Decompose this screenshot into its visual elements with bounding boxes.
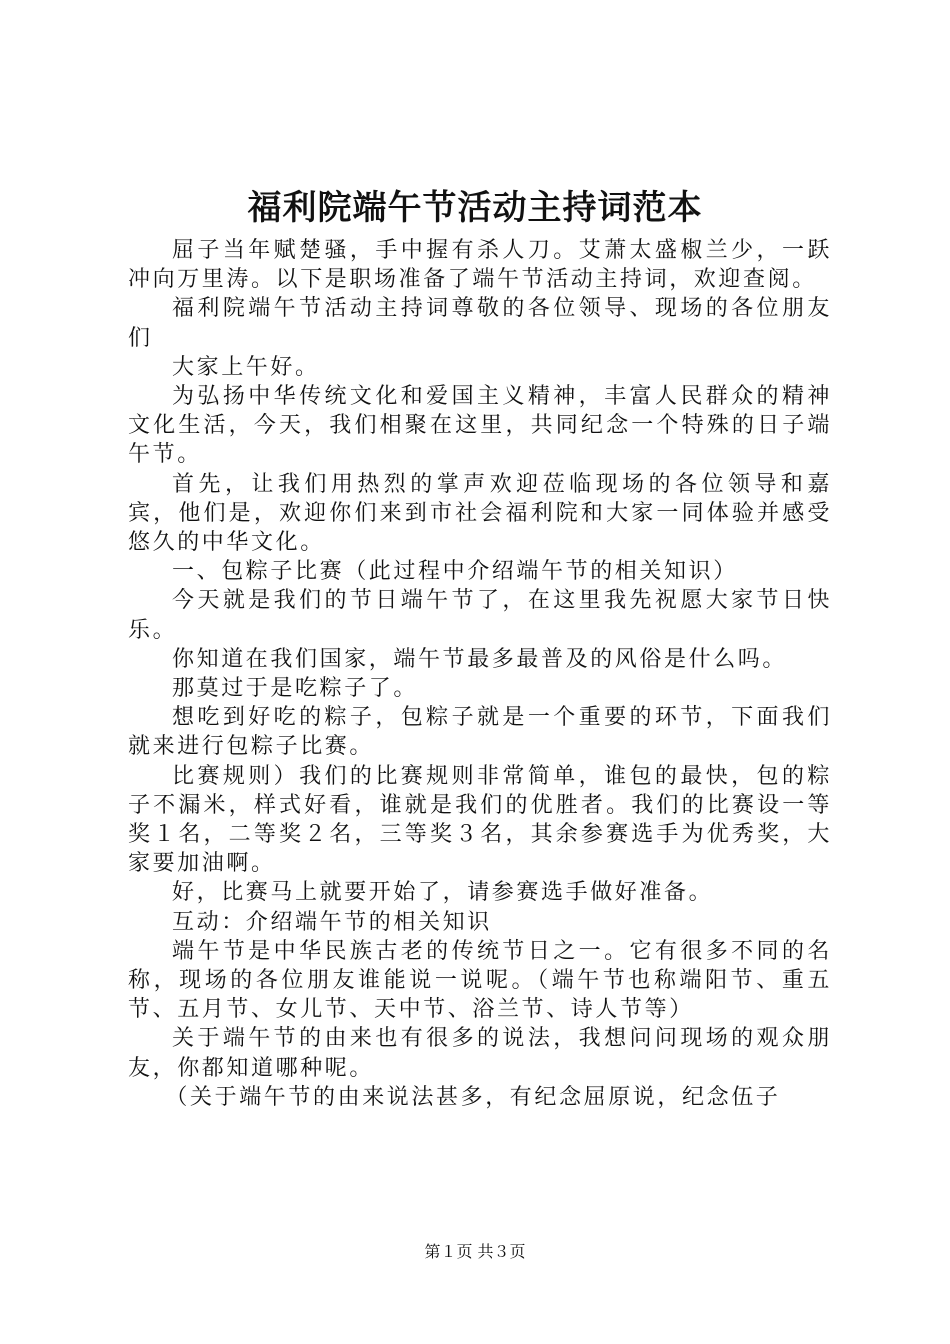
paragraph: 比赛规则）我们的比赛规则非常简单，谁包的最快，包的粽子不漏米，样式好看，谁就是我们的优胜者。我们的比赛设一等奖１名，二等奖２名，三等奖３名，其余参赛选手为优秀奖，大家要加油啊。 — [128, 763, 832, 877]
paragraph: （关于端午节的由来说法甚多，有纪念屈原说，纪念伍子 — [165, 1084, 781, 1110]
paragraph: 想吃到好吃的粽子，包粽子就是一个重要的环节，下面我们就来进行包粽子比赛。 — [128, 705, 832, 760]
paragraph: 一、包粽子比赛（此过程中介绍端午节的相关知识） — [172, 559, 738, 585]
paragraph: 福利院端午节活动主持词尊敬的各位领导、现场的各位朋友们 — [128, 296, 832, 351]
page-number-footer: 第１页 共３页 — [424, 1242, 526, 1261]
paragraph: 首先，让我们用热烈的掌声欢迎莅临现场的各位领导和嘉宾，他们是，欢迎你们来到市社会福利院和大家一同体验并感受悠久的中华文化。 — [128, 471, 832, 556]
paragraph: 大家上午好。 — [172, 354, 320, 380]
paragraph: 你知道在我们国家，端午节最多最普及的风俗是什么吗。 — [172, 646, 788, 672]
paragraph: 那莫过于是吃粽子了。 — [172, 676, 419, 702]
paragraph: 互动：介绍端午节的相关知识 — [172, 909, 492, 935]
paragraph: 好，比赛马上就要开始了，请参赛选手做好准备。 — [172, 880, 714, 906]
paragraph: 关于端午节的由来也有很多的说法，我想问问现场的观众朋友，你都知道哪种呢。 — [128, 1026, 832, 1081]
document-title: 福利院端午节活动主持词范本 — [247, 188, 703, 228]
paragraph: 今天就是我们的节日端午节了，在这里我先祝愿大家节日快乐。 — [128, 588, 832, 643]
paragraph: 端午节是中华民族古老的传统节日之一。它有很多不同的名称，现场的各位朋友谁能说一说呢。（端午节也称端阳节、重五节、五月节、女儿节、天中节、浴兰节、诗人节等） — [128, 938, 832, 1023]
document-body — [128, 236, 832, 1112]
paragraph: 屈子当年赋楚骚，手中握有杀人刀。艾萧太盛椒兰少，一跃冲向万里涛。以下是职场准备了端午节活动主持词，欢迎查阅。 — [128, 238, 832, 293]
paragraph: 为弘扬中华传统文化和爱国主义精神，丰富人民群众的精神文化生活，今天，我们相聚在这里，共同纪念一个特殊的日子端午节。 — [128, 384, 832, 468]
